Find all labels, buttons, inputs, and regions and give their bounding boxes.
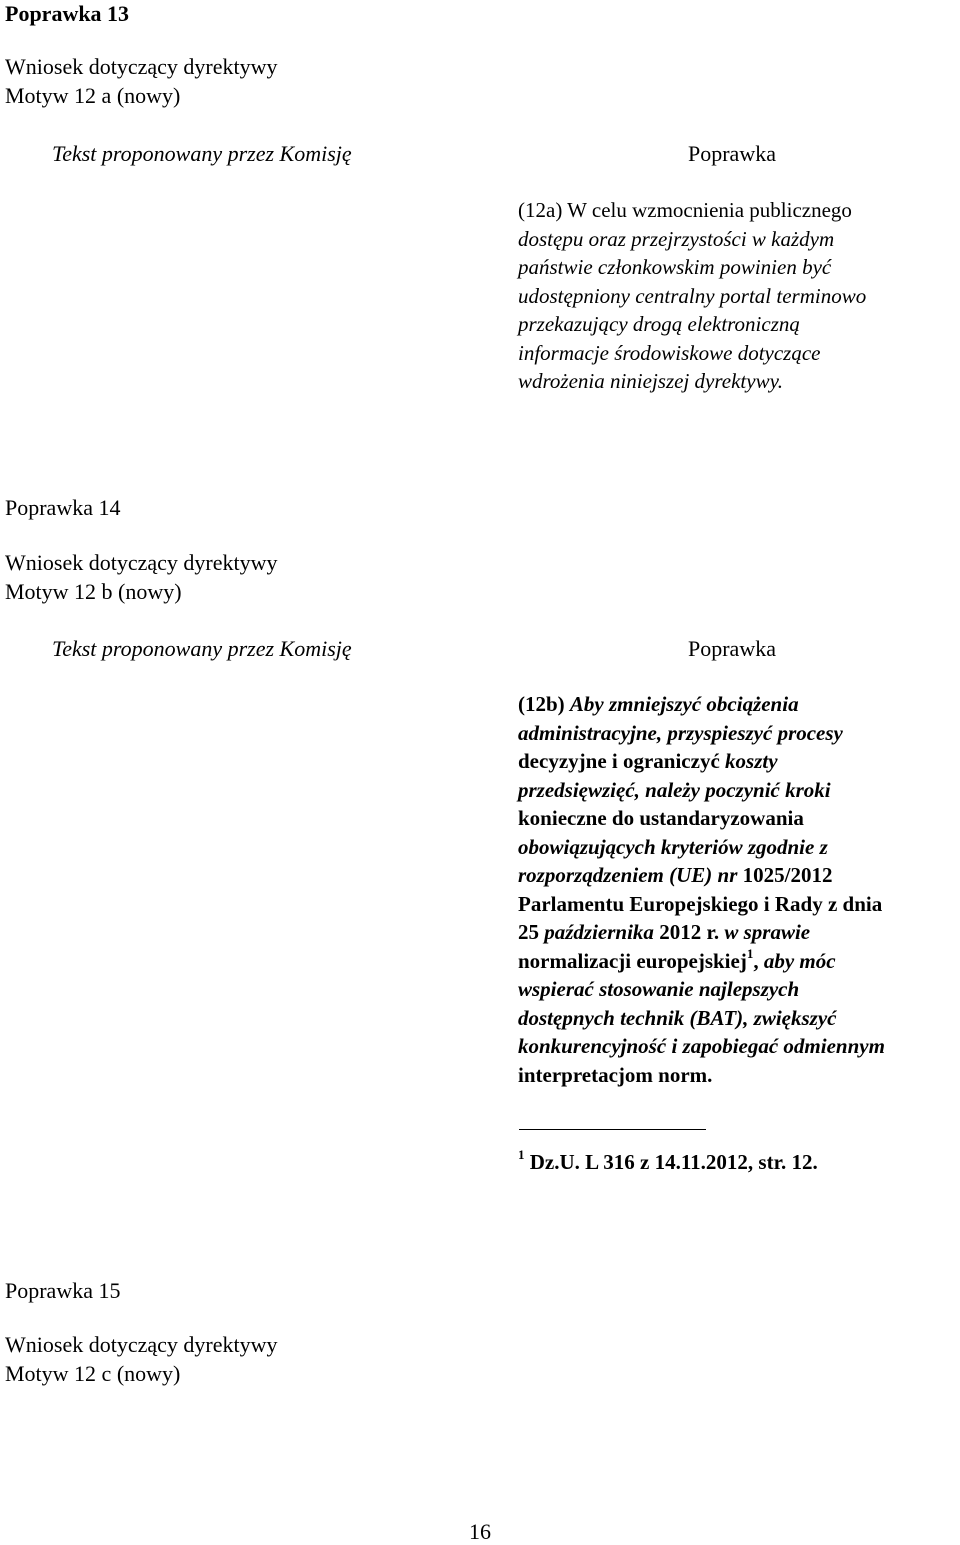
footnote-text: Dz.U. L 316 z 14.11.2012, str. 12. xyxy=(524,1150,818,1174)
text-line: dostępu oraz przejrzystości w każdym xyxy=(518,226,835,251)
footnote-marker: 1 xyxy=(518,1147,525,1162)
footnote-reference: 1 xyxy=(746,945,754,961)
amendment-13-recital: Motyw 12 a (nowy) xyxy=(5,83,181,108)
amendment-15-proposal-ref: Wniosek dotyczący dyrektywy xyxy=(5,1332,278,1357)
amendment-13-proposal-ref: Wniosek dotyczący dyrektywy xyxy=(5,54,278,79)
amendment-15-recital: Motyw 12 c (nowy) xyxy=(5,1361,181,1386)
text-line: wdrożenia niniejszej dyrektywy. xyxy=(518,369,783,393)
amendment-13-amendment-header: Poprawka xyxy=(688,141,776,166)
text-line: Parlamentu Europejskiego i Rady z dnia xyxy=(518,891,883,916)
text-line: rozporządzeniem (UE) nr 1025/2012 xyxy=(518,863,833,887)
page-number: 16 xyxy=(469,1519,491,1544)
amendment-13-text xyxy=(518,196,960,396)
amendment-14-proposal-ref: Wniosek dotyczący dyrektywy xyxy=(5,550,278,575)
text-line: konieczne do ustandaryzowania xyxy=(518,806,804,830)
footnote xyxy=(518,1148,818,1176)
text-line: udostępniony centralny portal terminowo xyxy=(518,283,867,308)
text-line: normalizacji europejskiej$^1$, aby móc xyxy=(518,945,836,973)
text-line: interpretacjom norm. xyxy=(518,1062,713,1087)
text-line: (12b) Aby zmniejszyć obciążenia xyxy=(518,692,799,716)
text-line: decyzyjne i ograniczyć koszty xyxy=(518,749,778,773)
text-line: konkurencyjność i zapobiegać odmiennym xyxy=(518,1034,885,1058)
text-line: przekazujący drogą elektroniczną xyxy=(518,312,800,336)
amendment-14-text xyxy=(518,690,960,1089)
amendment-14-recital: Motyw 12 b (nowy) xyxy=(5,579,182,604)
text-line: przedsięwzięć, należy poczynić kroki xyxy=(518,777,831,802)
amendment-14-amendment-header: Poprawka xyxy=(688,636,776,661)
text-line: (12a) W celu wzmocnienia publicznego xyxy=(518,198,852,222)
amendment-14-commission-header: Tekst proponowany przez Komisję xyxy=(52,636,352,661)
amendment-14-title: Poprawka 14 xyxy=(5,495,121,520)
text-line: wspierać stosowanie najlepszych xyxy=(518,977,800,1001)
text-line: 25 października 2012 r. w sprawie xyxy=(518,920,811,944)
amendment-13-title: Poprawka 13 xyxy=(5,1,130,26)
text-line: dostępnych technik (BAT), zwiększyć xyxy=(518,1005,837,1030)
amendment-15-title: Poprawka 15 xyxy=(5,1278,121,1303)
footnote-divider xyxy=(519,1129,706,1130)
text-line: informacje środowiskowe dotyczące xyxy=(518,340,821,365)
text-line: państwie członkowskim powinien być xyxy=(518,255,832,279)
text-line: administracyjne, przyspieszyć procesy xyxy=(518,720,843,745)
text-line: obowiązujących kryteriów zgodnie z xyxy=(518,834,828,859)
amendment-13-commission-header: Tekst proponowany przez Komisję xyxy=(52,141,352,166)
